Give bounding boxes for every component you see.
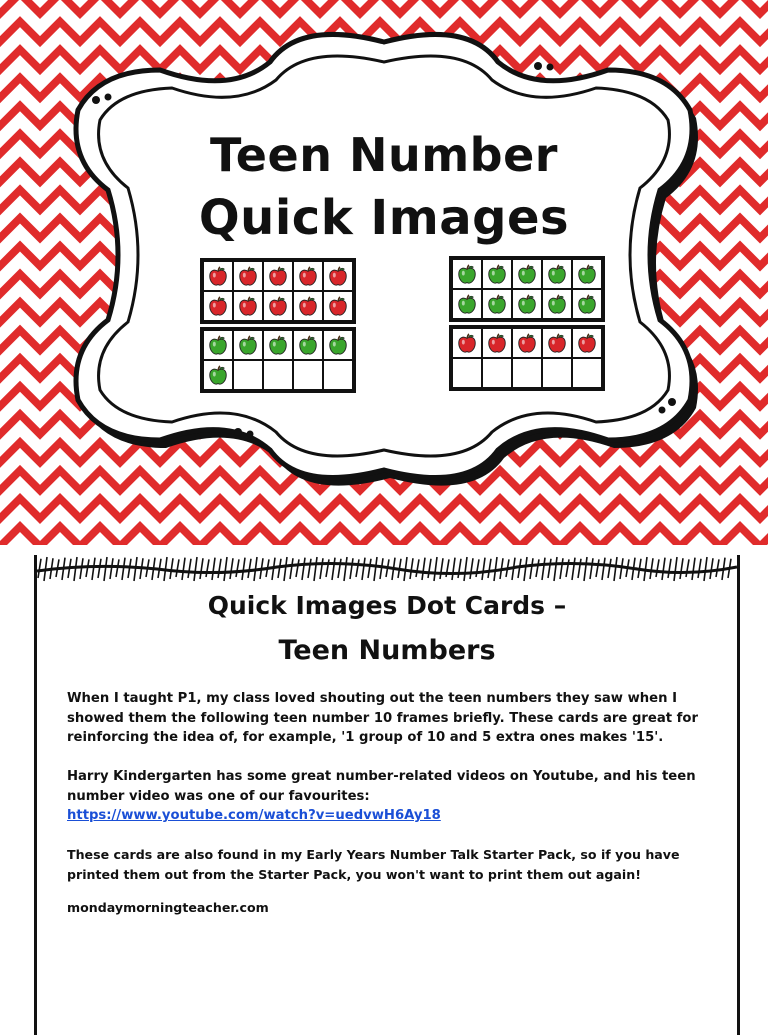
hatch-stroke — [488, 559, 491, 578]
ten-frame-cell — [573, 290, 601, 318]
hatch-stroke — [302, 558, 305, 580]
ten-frame-cell — [483, 290, 511, 318]
hatch-stroke — [602, 558, 605, 580]
hatch-stroke — [188, 559, 191, 578]
hatch-stroke — [668, 559, 671, 578]
green-apple-icon — [297, 334, 319, 356]
green-apple-icon — [267, 334, 289, 356]
hatch-stroke — [362, 558, 365, 580]
hatch-stroke — [410, 558, 413, 579]
ten-frame-cell — [234, 361, 262, 389]
hatch-stroke — [182, 558, 185, 580]
green-apple-icon — [207, 364, 229, 386]
video-paragraph: Harry Kindergarten has some great number-related videos on Youtube, and his teen number video was one of our favourites: — [67, 769, 696, 804]
ten-frame-cell — [294, 292, 322, 320]
red-apple-icon — [207, 265, 229, 287]
hatch-stroke — [704, 557, 707, 581]
hatch-stroke — [656, 559, 659, 577]
ten-frame-top — [449, 256, 605, 322]
red-apple-icon — [267, 295, 289, 317]
red-apple-icon — [207, 295, 229, 317]
hatch-stroke — [710, 558, 713, 579]
ten-frame-cell — [453, 290, 481, 318]
hatch-stroke — [110, 558, 113, 579]
hatch-stroke — [554, 557, 557, 581]
hatch-stroke — [614, 557, 617, 581]
hatch-stroke — [464, 557, 467, 581]
intro-paragraph: When I taught P1, my class loved shouting out the teen numbers they saw when I showed them the following teen number 10 frames briefly. These cards are great for reinforcing the idea of, for example, '1 group of 10 and 5 extra ones makes '15'. — [67, 691, 698, 745]
ten-frame-cell — [294, 331, 322, 359]
hatch-stroke — [698, 559, 701, 578]
ten-frame-cell — [264, 292, 292, 320]
green-apple-icon — [546, 263, 568, 285]
hatch-stroke — [248, 559, 251, 578]
hatch-stroke — [680, 558, 683, 579]
ten-frame-cell — [453, 329, 481, 357]
ten-frame-cell — [483, 329, 511, 357]
ten-frame-cell — [513, 329, 541, 357]
hatch-stroke — [332, 558, 335, 580]
hatch-stroke — [716, 559, 719, 577]
hatch-stroke — [692, 558, 695, 580]
ten-frame-cell — [513, 260, 541, 288]
hatch-stroke — [482, 558, 485, 580]
red-apple-icon — [297, 265, 319, 287]
hatch-stroke — [368, 559, 371, 578]
hatch-stroke — [224, 557, 227, 581]
green-apple-icon — [486, 263, 508, 285]
hatch-stroke — [440, 558, 443, 579]
youtube-link[interactable]: https://www.youtube.com/watch?v=uedvwH6Ay18 — [67, 808, 441, 823]
red-apple-icon — [237, 295, 259, 317]
ten-frame-cell — [234, 262, 262, 290]
hatch-stroke — [572, 558, 575, 580]
ten-frame-cell — [483, 260, 511, 288]
red-apple-icon — [327, 265, 349, 287]
hatch-stroke — [608, 559, 611, 578]
ten-frame-cell — [324, 292, 352, 320]
hatch-stroke — [200, 558, 203, 579]
hatch-stroke — [560, 558, 563, 579]
hatch-stroke — [314, 557, 317, 581]
ten-frame-cell — [264, 331, 292, 359]
green-apple-icon — [576, 263, 598, 285]
red-apple-icon — [516, 332, 538, 354]
hatch-stroke — [380, 558, 383, 579]
hatch-stroke — [458, 559, 461, 578]
hatch-stroke — [578, 559, 581, 578]
hatch-stroke — [476, 559, 479, 577]
hatch-stroke — [212, 558, 215, 580]
hatch-stroke — [80, 558, 83, 579]
ten-frame-bottom — [449, 325, 605, 391]
info-card — [34, 555, 740, 1035]
red-apple-icon — [237, 265, 259, 287]
ten-frame-cell — [204, 292, 232, 320]
hatch-stroke — [194, 557, 197, 581]
red-apple-icon — [576, 332, 598, 354]
hatch-stroke — [530, 558, 533, 579]
ten-frame-cell — [453, 260, 481, 288]
hatch-stroke — [338, 559, 341, 578]
hatch-stroke — [122, 558, 125, 580]
hatch-stroke — [674, 557, 677, 581]
ten-frame-cell — [324, 361, 352, 389]
hatch-stroke — [590, 558, 593, 579]
red-apple-icon — [456, 332, 478, 354]
ten-frame-cell — [543, 260, 571, 288]
ten-frame-cell — [453, 359, 481, 387]
hatch-stroke — [356, 559, 359, 577]
hatch-stroke — [290, 558, 293, 579]
hatch-stroke — [374, 557, 377, 581]
green-apple-icon — [516, 263, 538, 285]
ten-frame-cell — [324, 331, 352, 359]
ten-frame-cell — [204, 331, 232, 359]
hatch-stroke — [242, 558, 245, 580]
hatch-stroke — [650, 558, 653, 579]
card-heading-line2: Teen Numbers — [278, 635, 496, 666]
hatch-stroke — [596, 559, 599, 577]
hatch-stroke — [284, 557, 287, 581]
ten-frame-cell — [573, 260, 601, 288]
ten-frame-cell — [543, 359, 571, 387]
hatch-stroke — [536, 559, 539, 577]
ten-frame-cell — [573, 329, 601, 357]
hatch-stroke — [344, 557, 347, 581]
hatch-stroke — [236, 559, 239, 577]
ten-frame-cell — [573, 359, 601, 387]
green-apple-icon — [486, 293, 508, 315]
starter-pack-paragraph: These cards are also found in my Early Years Number Talk Starter Pack, so if you have printed them out from the Starter Pack, you won't want to print them out again! — [67, 847, 680, 882]
green-apple-icon — [207, 334, 229, 356]
hatch-stroke — [416, 559, 419, 577]
ten-frame-red-first — [200, 258, 356, 393]
ten-frame-cell — [234, 331, 262, 359]
hatch-stroke — [620, 558, 623, 579]
hatch-stroke — [434, 557, 437, 581]
hatch-stroke — [38, 559, 41, 578]
cover-title-line1: Teen Number — [210, 128, 558, 182]
ten-frame-cell — [543, 290, 571, 318]
hatch-stroke — [686, 559, 689, 577]
hatch-stroke — [92, 558, 95, 580]
hatch-stroke — [176, 559, 179, 577]
ten-frame-cell — [543, 329, 571, 357]
green-apple-icon — [546, 293, 568, 315]
green-apple-icon — [327, 334, 349, 356]
ten-frame-cell — [513, 290, 541, 318]
hatch-stroke — [116, 559, 119, 577]
site-name: mondaymorningteacher.com — [67, 900, 269, 915]
green-apple-icon — [516, 293, 538, 315]
ten-frame-green-first — [449, 256, 605, 391]
green-apple-icon — [576, 293, 598, 315]
green-apple-icon — [456, 293, 478, 315]
sketchy-top-border — [37, 555, 737, 589]
red-apple-icon — [486, 332, 508, 354]
hatch-stroke — [134, 557, 137, 581]
hatch-stroke — [170, 558, 173, 579]
hatch-stroke — [518, 559, 521, 578]
hatch-stroke — [350, 558, 353, 579]
red-apple-icon — [267, 265, 289, 287]
card-heading-line1: Quick Images Dot Cards – — [207, 591, 567, 620]
red-apple-icon — [327, 295, 349, 317]
ten-frame-cell — [204, 262, 232, 290]
red-apple-icon — [297, 295, 319, 317]
red-apple-icon — [546, 332, 568, 354]
hatch-stroke — [524, 557, 527, 581]
ten-frame-cell — [234, 292, 262, 320]
ten-frame-cell — [483, 359, 511, 387]
hatch-stroke — [422, 558, 425, 580]
hatch-stroke — [218, 559, 221, 578]
ten-frame-top — [200, 258, 356, 324]
green-apple-icon — [237, 334, 259, 356]
ten-frame-cell — [264, 262, 292, 290]
hatch-stroke — [320, 558, 323, 579]
hatch-stroke — [452, 558, 455, 580]
hatch-stroke — [206, 559, 209, 577]
ten-frame-cell — [204, 361, 232, 389]
cover-title-line2: Quick Images — [198, 190, 570, 246]
hatch-stroke — [308, 559, 311, 578]
hatch-stroke — [98, 559, 101, 578]
hatch-stroke — [230, 558, 233, 579]
hatch-stroke — [296, 559, 299, 577]
hatch-stroke — [428, 559, 431, 578]
hatch-stroke — [548, 559, 551, 578]
hatch-stroke — [278, 559, 281, 578]
hatch-stroke — [74, 557, 77, 581]
ten-frame-cell — [324, 262, 352, 290]
green-apple-icon — [456, 263, 478, 285]
hatch-stroke — [584, 557, 587, 581]
ten-frame-cell — [513, 359, 541, 387]
hatch-stroke — [104, 557, 107, 581]
ten-frame-cell — [294, 262, 322, 290]
hatch-stroke — [662, 558, 665, 580]
ten-frame-cell — [264, 361, 292, 389]
ten-frame-bottom — [200, 327, 356, 393]
hatch-stroke — [542, 558, 545, 580]
hatch-stroke — [470, 558, 473, 579]
ten-frame-cell — [294, 361, 322, 389]
